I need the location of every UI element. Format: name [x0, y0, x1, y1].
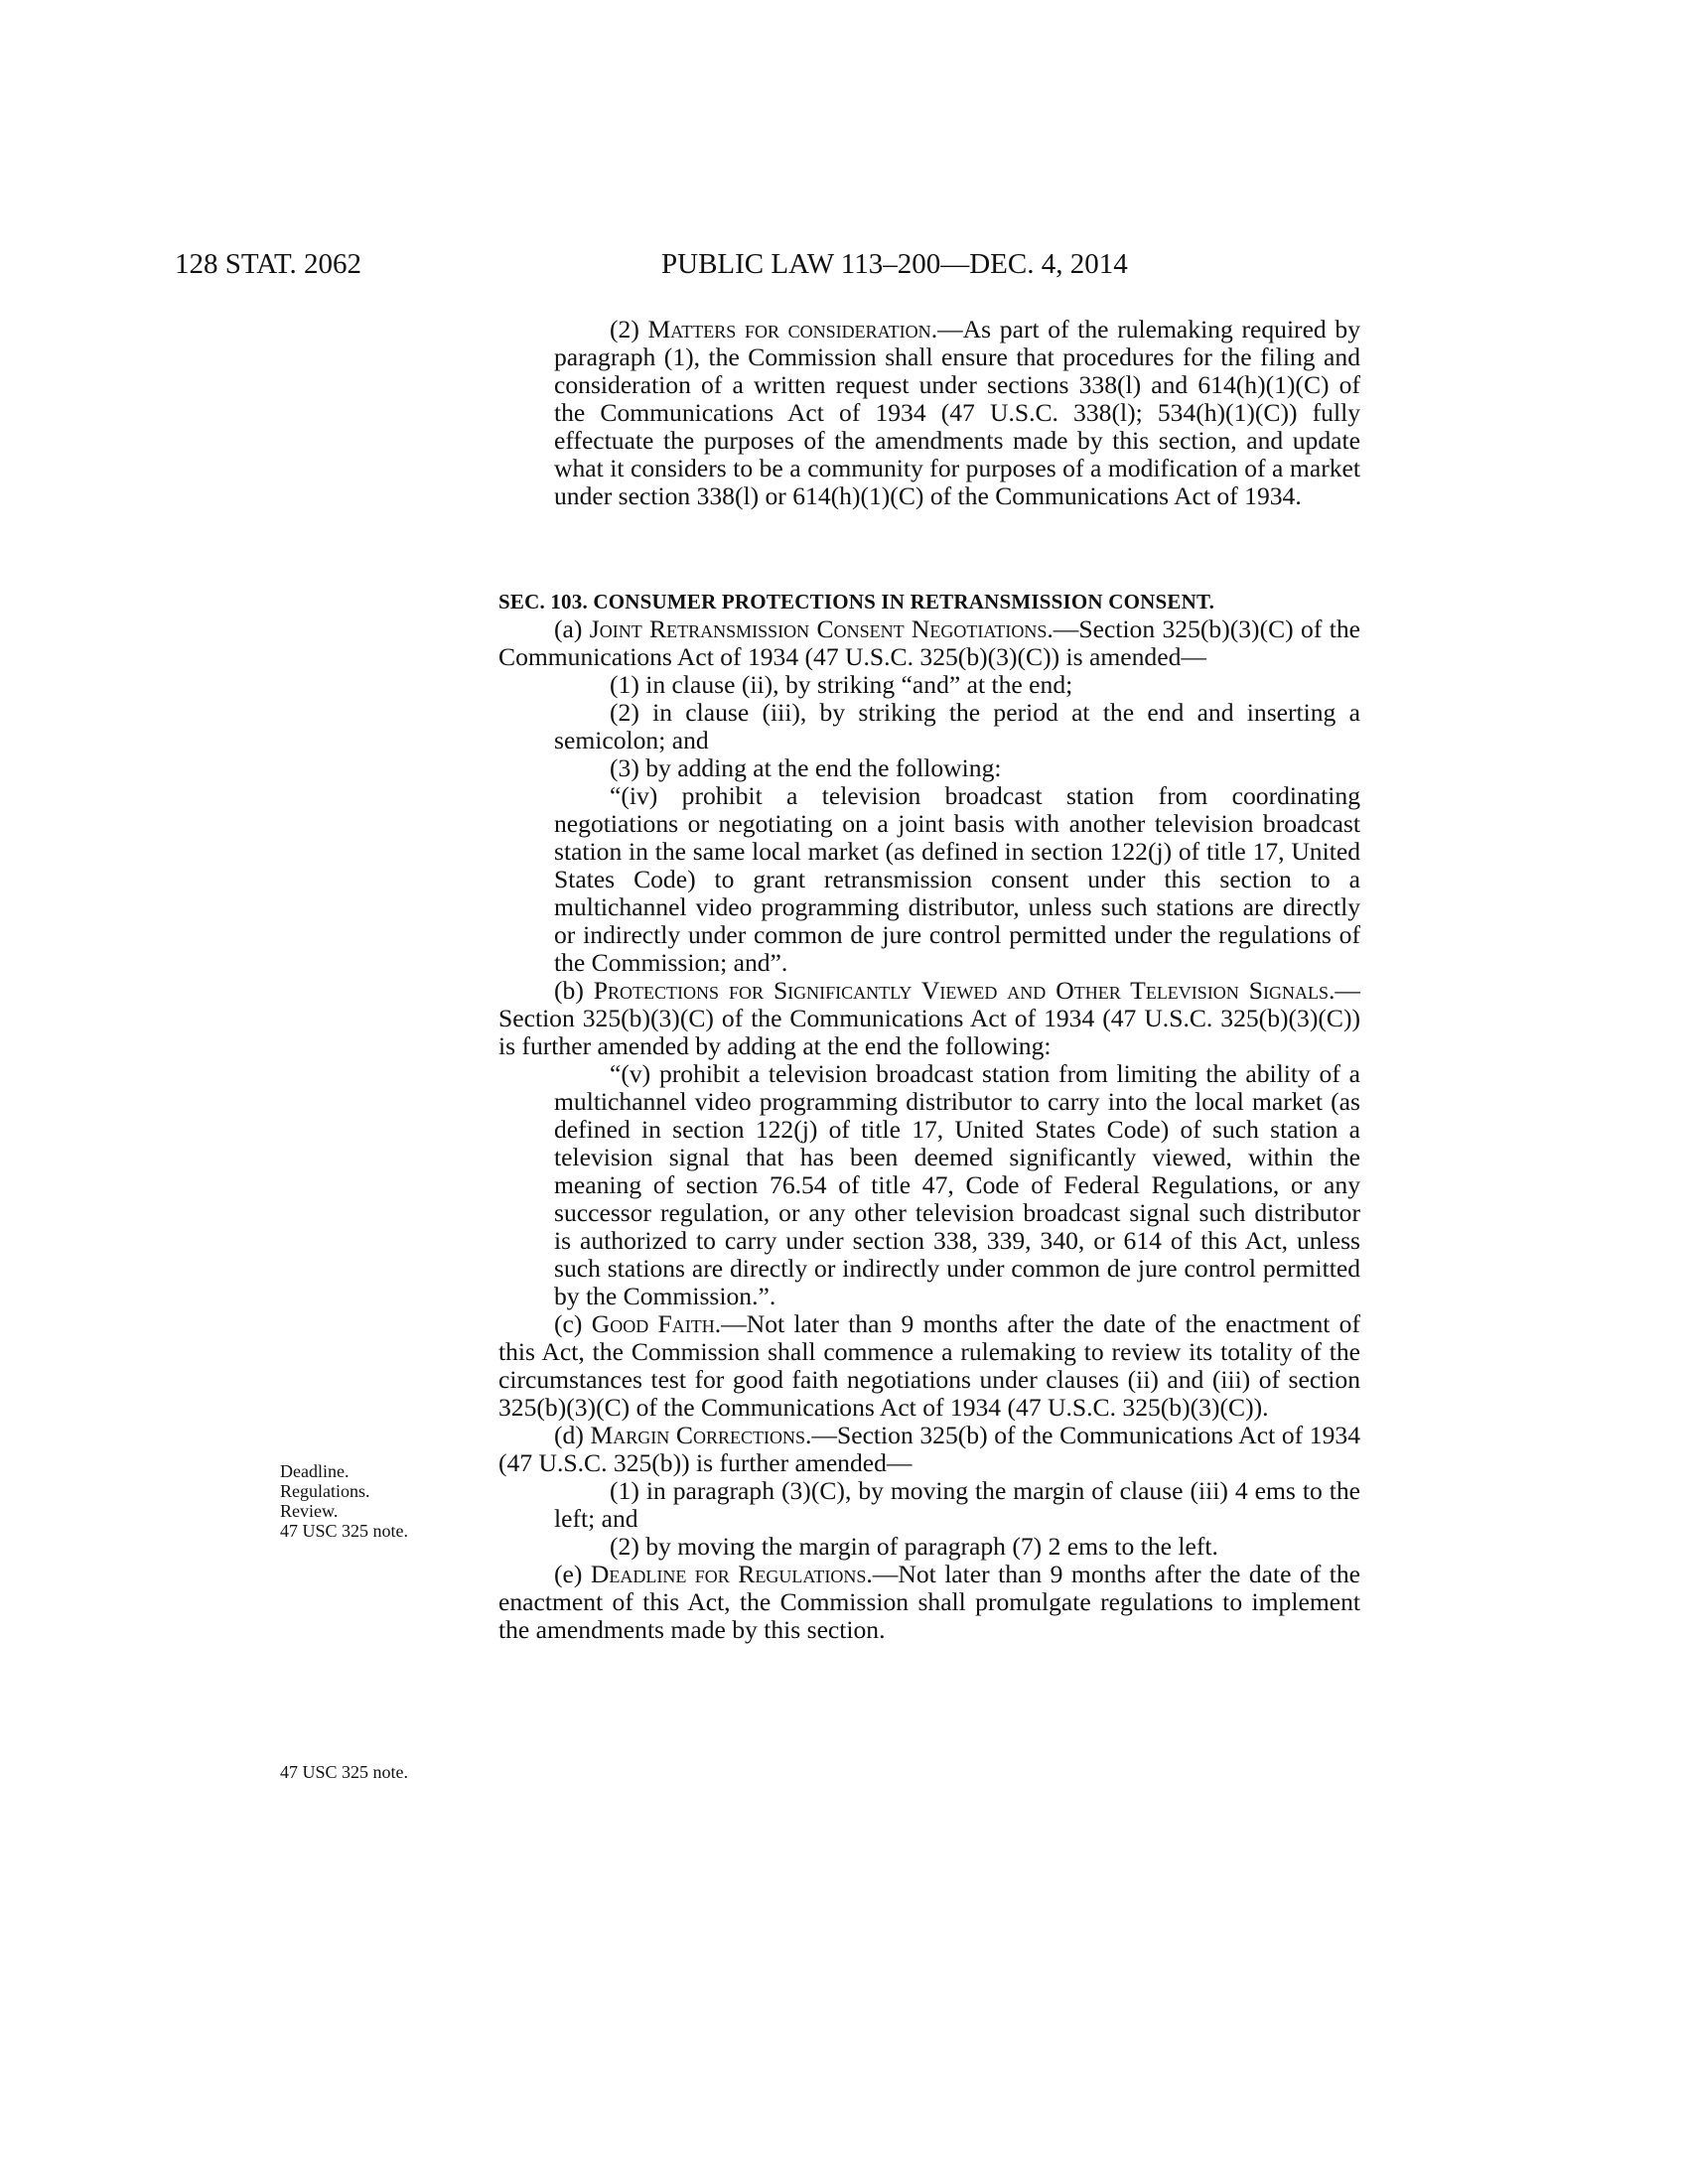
- subsection-d-item-2: (2) by moving the margin of paragraph (7) 2 ems to the left.: [610, 1532, 1218, 1561]
- subsection-a: (a) Joint Retransmission Consent Negotiations.—Section 325(b)(3)(C) of the Communications Act of 1934 (47 U.S.C. 325(b)(3)(C)) is amended—: [498, 614, 1360, 671]
- stat-reference: 128 STAT. 2062: [175, 248, 362, 280]
- margin-note-deadline: Deadline.: [280, 1461, 350, 1481]
- section-heading: SEC. 103. CONSUMER PROTECTIONS IN RETRANSMISSION CONSENT.: [498, 590, 1215, 614]
- paragraph-2-block: [498, 316, 1360, 510]
- margin-note-e: 47 USC 325 note.: [280, 1762, 409, 1782]
- subsection-a-item-3: (3) by adding at the end the following:: [610, 753, 1002, 782]
- subsection-b-heading: Protections for Significantly Viewed and Other Television Signals: [593, 976, 1329, 1005]
- subsection-d: (d) Margin Corrections.—Section 325(b) of the Communications Act of 1934 (47 U.S.C. 325(b)) is further amended—: [498, 1421, 1360, 1477]
- paragraph-2: (2) Matters for consideration.—As part of the rulemaking required by paragraph (1), the Commission shall ensure that procedures for the filing and consideration of a written request under sections 338(l) and 614(h)(1)(C) of the Communications Act of 1934 (47 U.S.C. 338(l); 534(h)(1)(C)) fully effectuate the purposes of the amendments made by this section, and update what it considers to be a community for purposes of a modification of a market under section 338(l) or 614(h)(1)(C) of the Communications Act of 1934.: [554, 315, 1361, 510]
- margin-note-review: Review.: [280, 1501, 339, 1521]
- margin-notes-c: [280, 1461, 408, 1541]
- running-header: [0, 248, 1688, 288]
- subsection-d-heading: Margin Corrections: [590, 1421, 805, 1449]
- subsection-d-item-1: (1) in paragraph (3)(C), by moving the margin of clause (iii) 4 ems to the left; and: [554, 1476, 1360, 1533]
- subsection-b-quote: “(v) prohibit a television broadcast station from limiting the ability of a multichannel video programming distributor to carry into the local market (as defined in section 122(j) of title 17, United States Code) of such station a television signal that has been deemed significantly viewed, within the meaning of section 76.54 of title 47, Code of Federal Regulations, or any successor regulation, or any other television broadcast signal such distributor is authorized to carry under section 338, 339, 340, or 614 of this Act, unless such stations are directly or indirectly under common de jure control permitted by the Commission.”.: [554, 1059, 1360, 1310]
- subsection-a-item-1: (1) in clause (ii), by striking “and” at the end;: [610, 670, 1073, 699]
- public-law-line: PUBLIC LAW 113–200—DEC. 4, 2014: [661, 248, 1128, 280]
- subsection-c: (c) Good Faith.—Not later than 9 months after the date of the enactment of this Act, the Commission shall commence a rulemaking to review its totality of the circumstances test for good faith negotiations under clauses (ii) and (iii) of section 325(b)(3)(C) of the Communications Act of 1934 (47 U.S.C. 325(b)(3)(C)).: [498, 1309, 1360, 1422]
- subsection-e: (e) Deadline for Regulations.—Not later than 9 months after the date of the enactment of this Act, the Commission shall promulgate regulations to implement the amendments made by this section.: [498, 1560, 1360, 1644]
- subsection-c-heading: Good Faith: [591, 1309, 715, 1338]
- section-103: [498, 588, 1360, 1644]
- subsection-a-quote: “(iv) prohibit a television broadcast station from coordinating negotiations or negotiating on a joint basis with another television broadcast station in the same local market (as defined in section 122(j) of title 17, United States Code) to grant retransmission consent under this section to a multichannel video programming distributor, unless such stations are directly or indirectly under common de jure control permitted under the regulations of the Commission; and”.: [554, 781, 1360, 977]
- subsection-b: (b) Protections for Significantly Viewed and Other Television Signals.—Section 325(b)(3)(C) of the Communications Act of 1934 (47 U.S.C. 325(b)(3)(C)) is further amended by adding at the end the following:: [498, 976, 1360, 1060]
- subsection-a-heading: Joint Retransmission Consent Negotiations: [589, 614, 1048, 643]
- margin-note-usc: 47 USC 325 note.: [280, 1521, 409, 1541]
- subsection-a-item-2: (2) in clause (iii), by striking the period at the end and inserting a semicolon; and: [554, 698, 1360, 754]
- subsection-e-heading: Deadline for Regulations: [590, 1560, 867, 1588]
- margin-note-regulations: Regulations.: [280, 1481, 370, 1501]
- paragraph-2-heading: Matters for consideration: [647, 315, 931, 343]
